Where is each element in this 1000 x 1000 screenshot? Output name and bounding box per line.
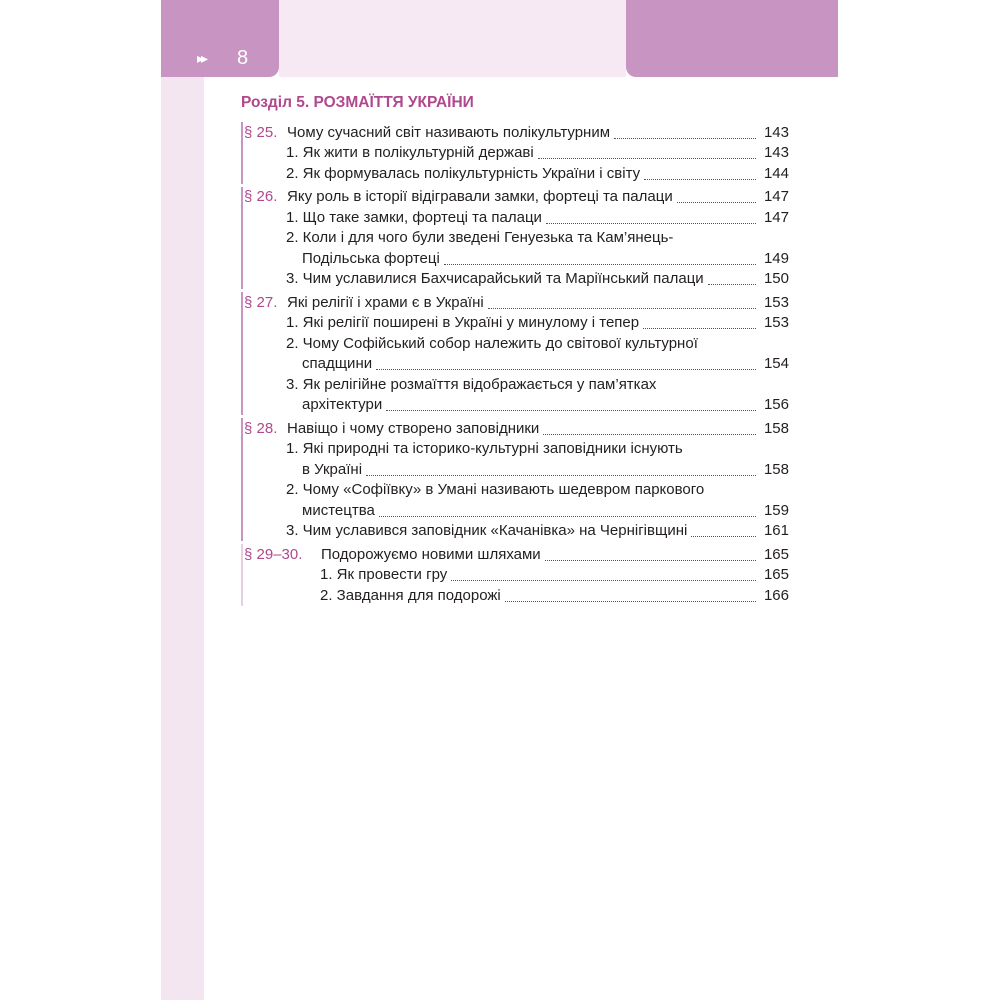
page-margin-band [161, 0, 204, 1000]
dot-leader [643, 328, 756, 329]
toc-section [241, 544, 789, 606]
paragraph-title: Навіщо і чому створено заповідники [287, 419, 540, 437]
page-ref: 150 [763, 270, 789, 287]
page-ref: 166 [763, 586, 789, 604]
dot-leader [545, 560, 756, 561]
toc-subentry[interactable] [243, 313, 789, 334]
paragraph-number: § 26. [244, 188, 278, 205]
page-ref: 143 [763, 123, 789, 141]
dot-leader [708, 284, 756, 285]
toc-section [241, 187, 789, 290]
page-ref: 158 [763, 460, 789, 478]
page-ref: 149 [763, 249, 789, 267]
paragraph-title: Яку роль в історії відігравали замки, фортеці та палаци [287, 188, 673, 205]
toc-section [241, 122, 789, 184]
paragraph-title: Чому сучасний світ називають полікультурним [287, 123, 611, 141]
toc-subentry[interactable] [243, 207, 789, 228]
toc-entry[interactable] [243, 122, 789, 143]
toc-subentry[interactable] [243, 143, 789, 164]
page-ref: 143 [763, 144, 789, 161]
toc-entry[interactable] [243, 187, 789, 208]
subentry-title: 1. Як провести гру [320, 566, 448, 583]
table-of-contents [241, 122, 789, 609]
dot-leader [379, 516, 756, 517]
toc-subentry[interactable] [243, 163, 789, 184]
paragraph-number: § 27. [244, 293, 278, 311]
toc-subentry[interactable] [243, 374, 789, 395]
page-ref: 153 [763, 293, 789, 311]
paragraph-number: § 29–30. [244, 545, 303, 563]
page-ref: 165 [763, 566, 789, 583]
page-ref: 147 [763, 188, 789, 205]
subentry-title: 3. Чим уславився заповідник «Качанівка» на Чернігівщині [286, 522, 688, 539]
page-ref: 158 [763, 419, 789, 437]
subentry-title: Подільська фортеці [302, 249, 440, 267]
toc-entry[interactable] [243, 292, 789, 313]
paragraph-number: § 28. [244, 419, 278, 437]
subentry-title: 2. Коли і для чого були зведені Генуезька та Кам’янець- [286, 229, 674, 246]
toc-entry[interactable] [243, 418, 789, 439]
header-band [279, 0, 626, 77]
toc-subentry[interactable] [243, 333, 789, 354]
page-ref: 147 [763, 208, 789, 226]
dot-leader [451, 580, 756, 581]
toc-subentry[interactable] [243, 439, 789, 460]
dot-leader [366, 475, 756, 476]
toc-subentry[interactable] [243, 585, 789, 606]
header-tab-left [161, 0, 279, 77]
subentry-title: 1. Які релігії поширені в Україні у минулому і тепер [286, 314, 640, 331]
toc-subentry[interactable] [243, 248, 789, 269]
page-ref: 153 [763, 314, 789, 331]
toc-subentry[interactable] [243, 521, 789, 542]
section-title: Розділ 5. РОЗМАЇТТЯ УКРАЇНИ [241, 94, 474, 111]
dot-leader [386, 410, 756, 411]
toc-section [241, 292, 789, 415]
dot-leader [677, 202, 756, 203]
paragraph-title: Які релігії і храми є в Україні [287, 293, 484, 311]
toc-subentry[interactable] [243, 459, 789, 480]
toc-entry[interactable] [243, 544, 789, 565]
subentry-title: в Україні [302, 460, 363, 478]
dot-leader [444, 264, 756, 265]
dot-leader [691, 536, 756, 537]
toc-subentry[interactable] [243, 269, 789, 290]
toc-subentry[interactable] [243, 395, 789, 416]
paragraph-title: Подорожуємо новими шляхами [321, 545, 541, 563]
subentry-title: спадщини [302, 355, 373, 372]
page-ref: 156 [763, 396, 789, 413]
page-number: 8 [237, 47, 249, 69]
subentry-title: 2. Завдання для подорожі [320, 586, 501, 604]
subentry-title: мистецтва [302, 501, 375, 519]
subentry-title: 2. Як формувалась полікультурність України і світу [286, 164, 641, 182]
dot-leader [543, 434, 756, 435]
dot-leader [538, 158, 756, 159]
dot-leader [488, 308, 756, 309]
toc-subentry[interactable] [243, 565, 789, 586]
dot-leader [644, 179, 756, 180]
subentry-title: 3. Чим уславилися Бахчисарайський та Маріїнський палаци [286, 270, 704, 287]
subentry-title: архітектури [302, 396, 383, 413]
toc-section [241, 418, 789, 541]
page-ref: 144 [763, 164, 789, 182]
subentry-title: 2. Чому «Софіївку» в Умані називають шедевром паркового [286, 481, 705, 498]
toc-subentry[interactable] [243, 500, 789, 521]
subentry-title: 1. Що таке замки, фортеці та палаци [286, 208, 542, 226]
dot-leader [505, 601, 756, 602]
subentry-title: 3. Як релігійне розмаїття відображається у пам’ятках [286, 375, 657, 393]
subentry-title: 2. Чому Софійський собор належить до світової культурної [286, 334, 698, 352]
toc-subentry[interactable] [243, 354, 789, 375]
header-tab-right [626, 0, 838, 77]
toc-subentry[interactable] [243, 228, 789, 249]
page-ref: 161 [763, 522, 789, 539]
dot-leader [376, 369, 756, 370]
dot-leader [614, 138, 756, 139]
page-ref: 154 [763, 355, 789, 372]
dot-leader [546, 223, 756, 224]
paragraph-number: § 25. [244, 123, 278, 141]
page-ref: 165 [763, 545, 789, 563]
subentry-title: 1. Які природні та історико-культурні заповідники існують [286, 440, 683, 457]
toc-subentry[interactable] [243, 480, 789, 501]
subentry-title: 1. Як жити в полікультурній державі [286, 144, 534, 161]
page-ref: 159 [763, 501, 789, 519]
double-arrow-icon: ▸▸ [197, 50, 206, 66]
